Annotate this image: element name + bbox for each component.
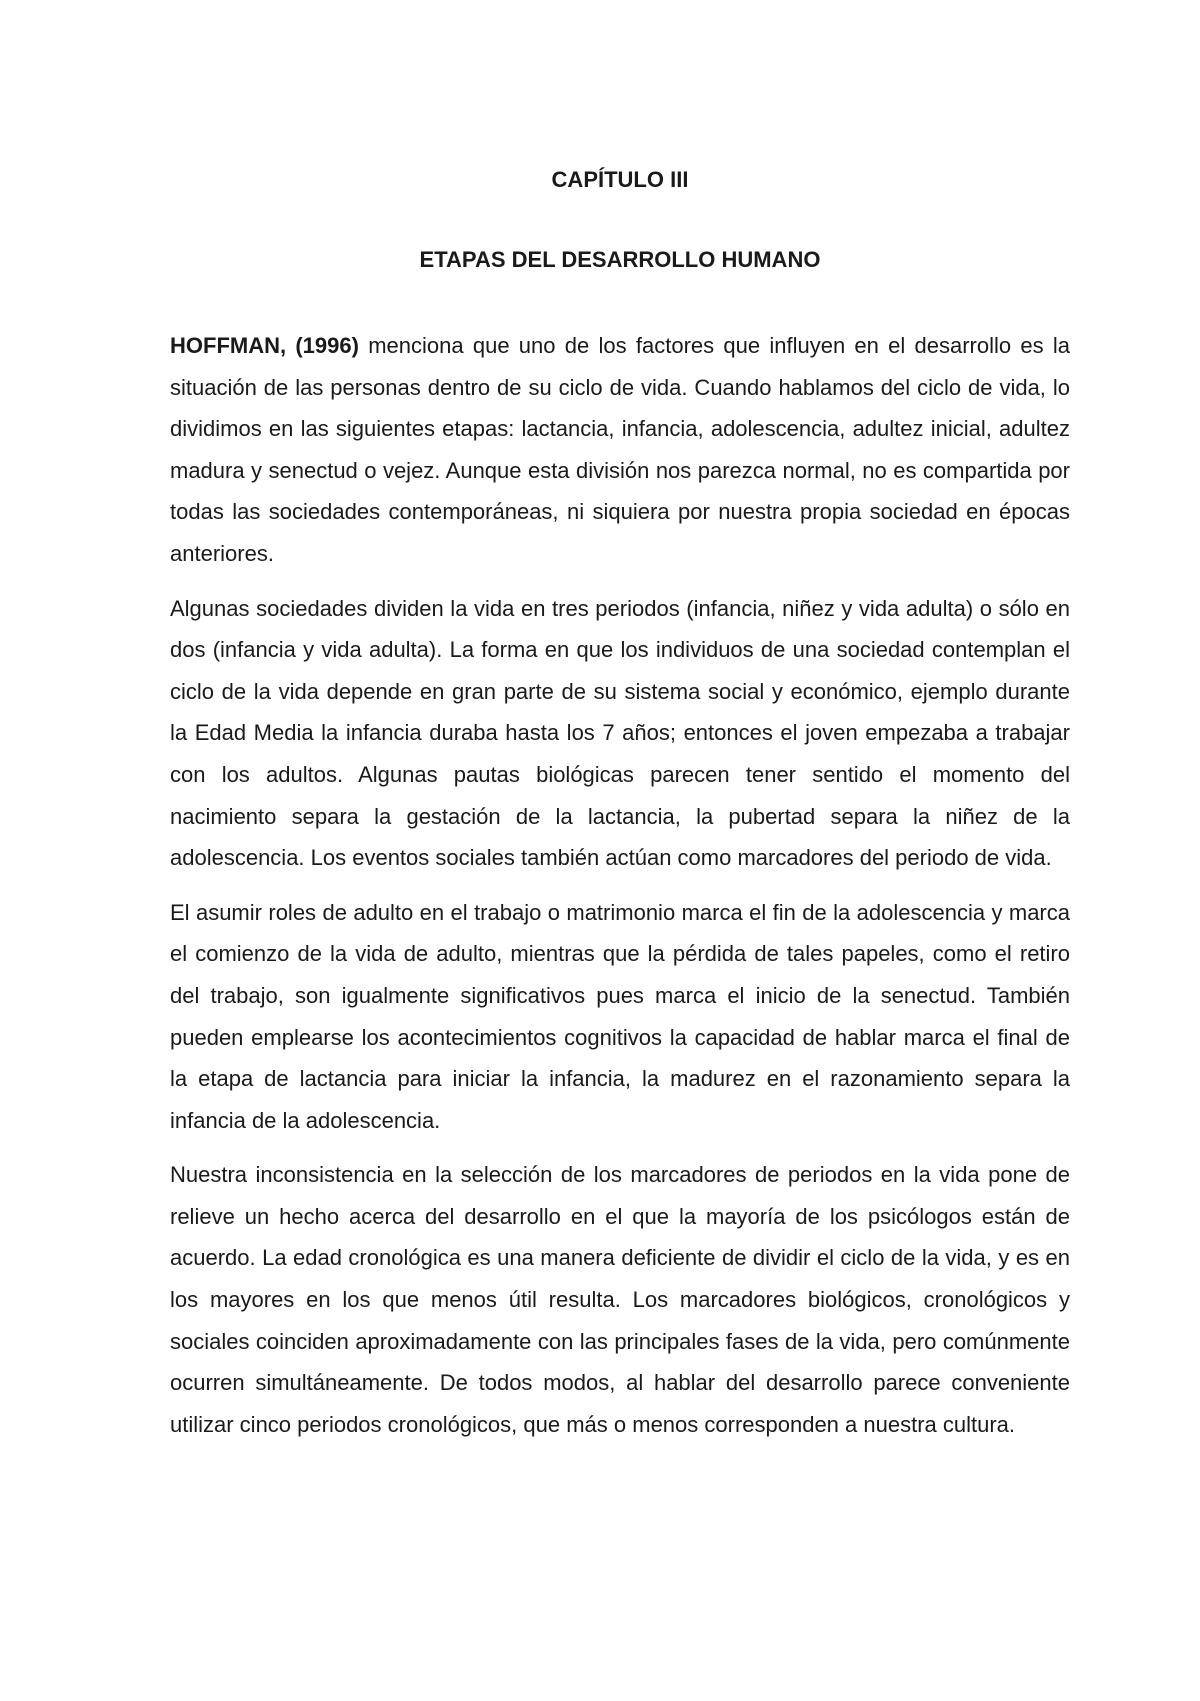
paragraph-3: El asumir roles de adulto en el trabajo o matrimonio marca el fin de la adolescencia y marca el comienzo de la vida de adulto, mientras que la pérdida de tales papeles, como el retiro del trabajo, son igualmente significativos pues marca el inicio de la senectud. También pueden emplearse los acontecimientos cognitivos la capacidad de hablar marca el final de la etapa de lactancia para iniciar la infancia, la madurez en el razonamiento separa la infancia de la adolescencia.	[170, 899, 1070, 1133]
paragraph-1-text: menciona que uno de los factores que influyen en el desarrollo es la situación de las personas dentro de su ciclo de vida. Cuando hablamos del ciclo de vida, lo dividimos en las siguientes etapas: lactancia, infancia, adolescencia, adultez inicial, adultez madura y senectud o vejez. Aunque esta división nos parezca normal, no es compartida por todas las sociedades contemporáneas, ni siquiera por nuestra propia sociedad en épocas anteriores.	[170, 333, 1071, 566]
paragraph-1	[170, 325, 1070, 575]
paragraph-2: Algunas sociedades dividen la vida en tres periodos (infancia, niñez y vida adulta) o sólo en dos (infancia y vida adulta). La forma en que los individuos de una sociedad contemplan el ciclo de la vida depende en gran parte de su sistema social y económico, ejemplo durante la Edad Media la infancia duraba hasta los 7 años; entonces el joven empezaba a trabajar con los adultos. Algunas pautas biológicas parecen tener sentido el momento del nacimiento separa la gestación de la lactancia, la pubertad separa la niñez de la adolescencia. Los eventos sociales también actúan como marcadores del periodo de vida.	[170, 595, 1070, 871]
chapter-heading: CAPÍTULO III	[551, 167, 689, 192]
document-body	[170, 325, 1070, 1458]
paragraph-4: Nuestra inconsistencia en la selección de los marcadores de periodos en la vida pone de relieve un hecho acerca del desarrollo en el que la mayoría de los psicólogos están de acuerdo. La edad cronológica es una manera deficiente de dividir el ciclo de la vida, y es en los mayores en los que menos útil resulta. Los marcadores biológicos, cronológicos y sociales coinciden aproximadamente con las principales fases de la vida, pero comúnmente ocurren simultáneamente. De todos modos, al hablar del desarrollo parece conveniente utilizar cinco periodos cronológicos, que más o menos corresponden a nuestra cultura.	[170, 1162, 1070, 1437]
author-citation: HOFFMAN, (1996)	[170, 333, 359, 358]
page-title: ETAPAS DEL DESARROLLO HUMANO	[419, 247, 821, 272]
